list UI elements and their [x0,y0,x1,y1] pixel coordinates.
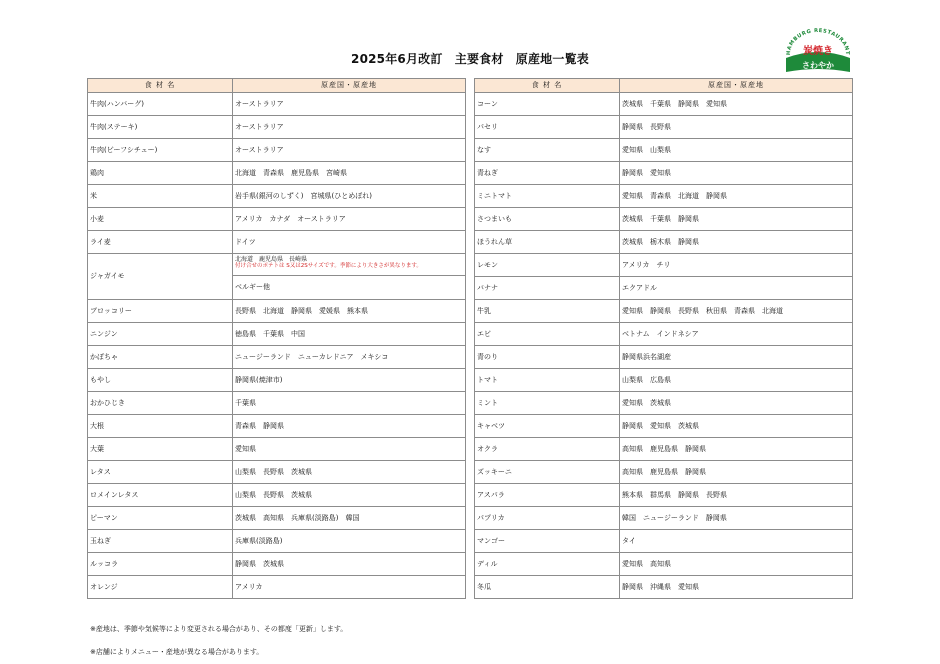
ingredient-name: ブロッコリー [88,300,233,323]
table-row [475,461,853,484]
table-row [88,162,466,185]
ingredient-origin: オーストラリア [233,93,466,116]
ingredient-origin: 静岡県 愛知県 [620,162,853,185]
table-row [88,507,466,530]
potato-size-note: 付け合せのポテトは S又は2Sサイズです。季節により大きさが異なります。 [235,263,422,269]
table-row [475,484,853,507]
table-row [475,300,853,323]
table-row [475,185,853,208]
table-row [475,553,853,576]
ingredient-name: ジャガイモ [88,254,233,300]
ingredient-name: 牛肉(ビーフシチュー) [88,139,233,162]
ingredient-origin: 山梨県 長野県 茨城県 [233,461,466,484]
ingredient-name: マンゴー [475,530,620,553]
logo-brand-kanji: 炭焼き [803,46,833,57]
ingredient-origin: 高知県 鹿児島県 静岡県 [620,461,853,484]
ingredient-origin: 静岡県(焼津市) [233,369,466,392]
sawayaka-logo [780,28,856,76]
ingredient-origin: 熊本県 群馬県 静岡県 長野県 [620,484,853,507]
table-row [475,277,853,300]
potato-origin-imported: ベルギー他 [235,283,270,291]
ingredient-name: ニンジン [88,323,233,346]
table-row [88,93,466,116]
ingredient-name: 青ねぎ [475,162,620,185]
ingredient-name: 冬瓜 [475,576,620,599]
table-row [475,438,853,461]
ingredient-origin: 愛知県 [233,438,466,461]
origin-column-header: 原産国・原産地 [233,79,466,93]
table-row [88,323,466,346]
origin-column-header: 原産国・原産地 [620,79,853,93]
ingredient-origin: タイ [620,530,853,553]
ingredient-name: さつまいも [475,208,620,231]
ingredient-name: ズッキーニ [475,461,620,484]
table-row [88,415,466,438]
ingredient-name: エビ [475,323,620,346]
page-title: 2025年6月改訂 主要食材 原産地一覧表 [351,52,589,66]
ingredient-name: 牛乳 [475,300,620,323]
table-row [88,576,466,599]
table-row [88,553,466,576]
right-origin-table [474,78,853,599]
ingredient-origin: 愛知県 高知県 [620,553,853,576]
ingredient-name: パセリ [475,116,620,139]
name-column-header: 食 材 名 [88,79,233,93]
table-row [475,392,853,415]
ingredient-name: なす [475,139,620,162]
table-row [475,530,853,553]
ingredient-name: かぼちゃ [88,346,233,369]
table-row [88,530,466,553]
ingredient-name: 米 [88,185,233,208]
ingredient-origin: 千葉県 [233,392,466,415]
ingredient-name: 鶏肉 [88,162,233,185]
ingredient-name: 大葉 [88,438,233,461]
ingredient-origin: アメリカ チリ [620,254,853,277]
ingredient-origin: 茨城県 千葉県 静岡県 [620,208,853,231]
ingredient-origin: 山梨県 広島県 [620,369,853,392]
ingredient-name: パプリカ [475,507,620,530]
ingredient-origin-split [233,254,466,300]
ingredient-origin: 山梨県 長野県 茨城県 [233,484,466,507]
table-row [475,576,853,599]
ingredient-name: キャベツ [475,415,620,438]
ingredient-origin: 長野県 北海道 静岡県 愛媛県 熊本県 [233,300,466,323]
ingredient-origin: 愛知県 静岡県 長野県 秋田県 青森県 北海道 [620,300,853,323]
table-row [475,415,853,438]
ingredient-name: おかひじき [88,392,233,415]
ingredient-name: オクラ [475,438,620,461]
logo-arc-text: HAMBURG RESTAURANT [785,28,851,56]
table-row [88,185,466,208]
ingredient-name: 牛肉(ステーキ) [88,116,233,139]
ingredient-name: 大根 [88,415,233,438]
ingredient-origin: 静岡県 愛知県 茨城県 [620,415,853,438]
table-row [88,139,466,162]
ingredient-origin: 兵庫県(淡路島) [233,530,466,553]
table-row [88,392,466,415]
table-row [88,346,466,369]
ingredient-name: オレンジ [88,576,233,599]
ingredient-name: 玉ねぎ [88,530,233,553]
ingredient-name: トマト [475,369,620,392]
table-row [475,139,853,162]
table-row [88,231,466,254]
table-row [88,116,466,139]
ingredient-name: レタス [88,461,233,484]
ingredient-origin: 韓国 ニュージーランド 静岡県 [620,507,853,530]
ingredient-origin: ベトナム インドネシア [620,323,853,346]
ingredient-origin: 愛知県 山梨県 [620,139,853,162]
table-row [475,208,853,231]
table-row [475,116,853,139]
table-row [88,438,466,461]
table-row [475,162,853,185]
ingredient-name: アスパラ [475,484,620,507]
ingredient-name: 青のり [475,346,620,369]
ingredient-origin: 茨城県 千葉県 静岡県 愛知県 [620,93,853,116]
ingredient-origin: ドイツ [233,231,466,254]
ingredient-name: ロメインレタス [88,484,233,507]
ingredient-origin: 愛知県 茨城県 [620,392,853,415]
ingredient-origin: 青森県 静岡県 [233,415,466,438]
ingredient-name: もやし [88,369,233,392]
ingredient-origin: 茨城県 栃木県 静岡県 [620,231,853,254]
ingredient-origin: 茨城県 高知県 兵庫県(淡路島) 韓国 [233,507,466,530]
table-row [475,231,853,254]
table-row [475,93,853,116]
ingredient-name: ディル [475,553,620,576]
footnote-origin-change: ※産地は、季節や気候等により変更される場合があり、その都度「更新」します。 [90,625,348,633]
ingredient-origin: アメリカ [233,576,466,599]
table-row [475,254,853,277]
table-row [88,484,466,507]
table-row [88,300,466,323]
ingredient-name: ほうれん草 [475,231,620,254]
ingredient-name: ライ麦 [88,231,233,254]
table-row [88,461,466,484]
table-row [88,208,466,231]
ingredient-name: ピーマン [88,507,233,530]
ingredient-origin: 愛知県 青森県 北海道 静岡県 [620,185,853,208]
potato-origin-domestic: 北海道 鹿児島県 長崎県 [235,256,308,263]
ingredient-name: ミニトマト [475,185,620,208]
ingredient-origin: オーストラリア [233,139,466,162]
ingredient-name: ルッコラ [88,553,233,576]
ingredient-origin: 岩手県(銀河のしずく) 宮城県(ひとめぼれ) [233,185,466,208]
ingredient-name: 牛肉(ハンバーグ) [88,93,233,116]
ingredient-origin: 静岡県 長野県 [620,116,853,139]
ingredient-name: バナナ [475,277,620,300]
table-row [475,507,853,530]
table-row-potato [88,254,466,300]
left-origin-table [87,78,466,599]
ingredient-origin: 静岡県 茨城県 [233,553,466,576]
ingredient-origin: 高知県 鹿児島県 静岡県 [620,438,853,461]
ingredient-origin: 徳島県 千葉県 中国 [233,323,466,346]
ingredient-origin: ニュージーランド ニューカレドニア メキシコ [233,346,466,369]
name-column-header: 食 材 名 [475,79,620,93]
ingredient-origin: アメリカ カナダ オーストラリア [233,208,466,231]
ingredient-name: ミント [475,392,620,415]
table-row [88,369,466,392]
ingredient-origin: 北海道 青森県 鹿児島県 宮崎県 [233,162,466,185]
footnote-store-difference: ※店舗によりメニュー・産地が異なる場合があります。 [90,648,264,656]
table-row [475,323,853,346]
ingredient-origin: オーストラリア [233,116,466,139]
ingredient-origin: 静岡県 沖縄県 愛知県 [620,576,853,599]
ingredient-origin: エクアドル [620,277,853,300]
ingredient-name: 小麦 [88,208,233,231]
table-row [475,369,853,392]
ingredient-name: コーン [475,93,620,116]
logo-brand-kana: さわやか [802,61,834,70]
ingredient-origin: 静岡県浜名湖産 [620,346,853,369]
table-row [475,346,853,369]
ingredient-name: レモン [475,254,620,277]
